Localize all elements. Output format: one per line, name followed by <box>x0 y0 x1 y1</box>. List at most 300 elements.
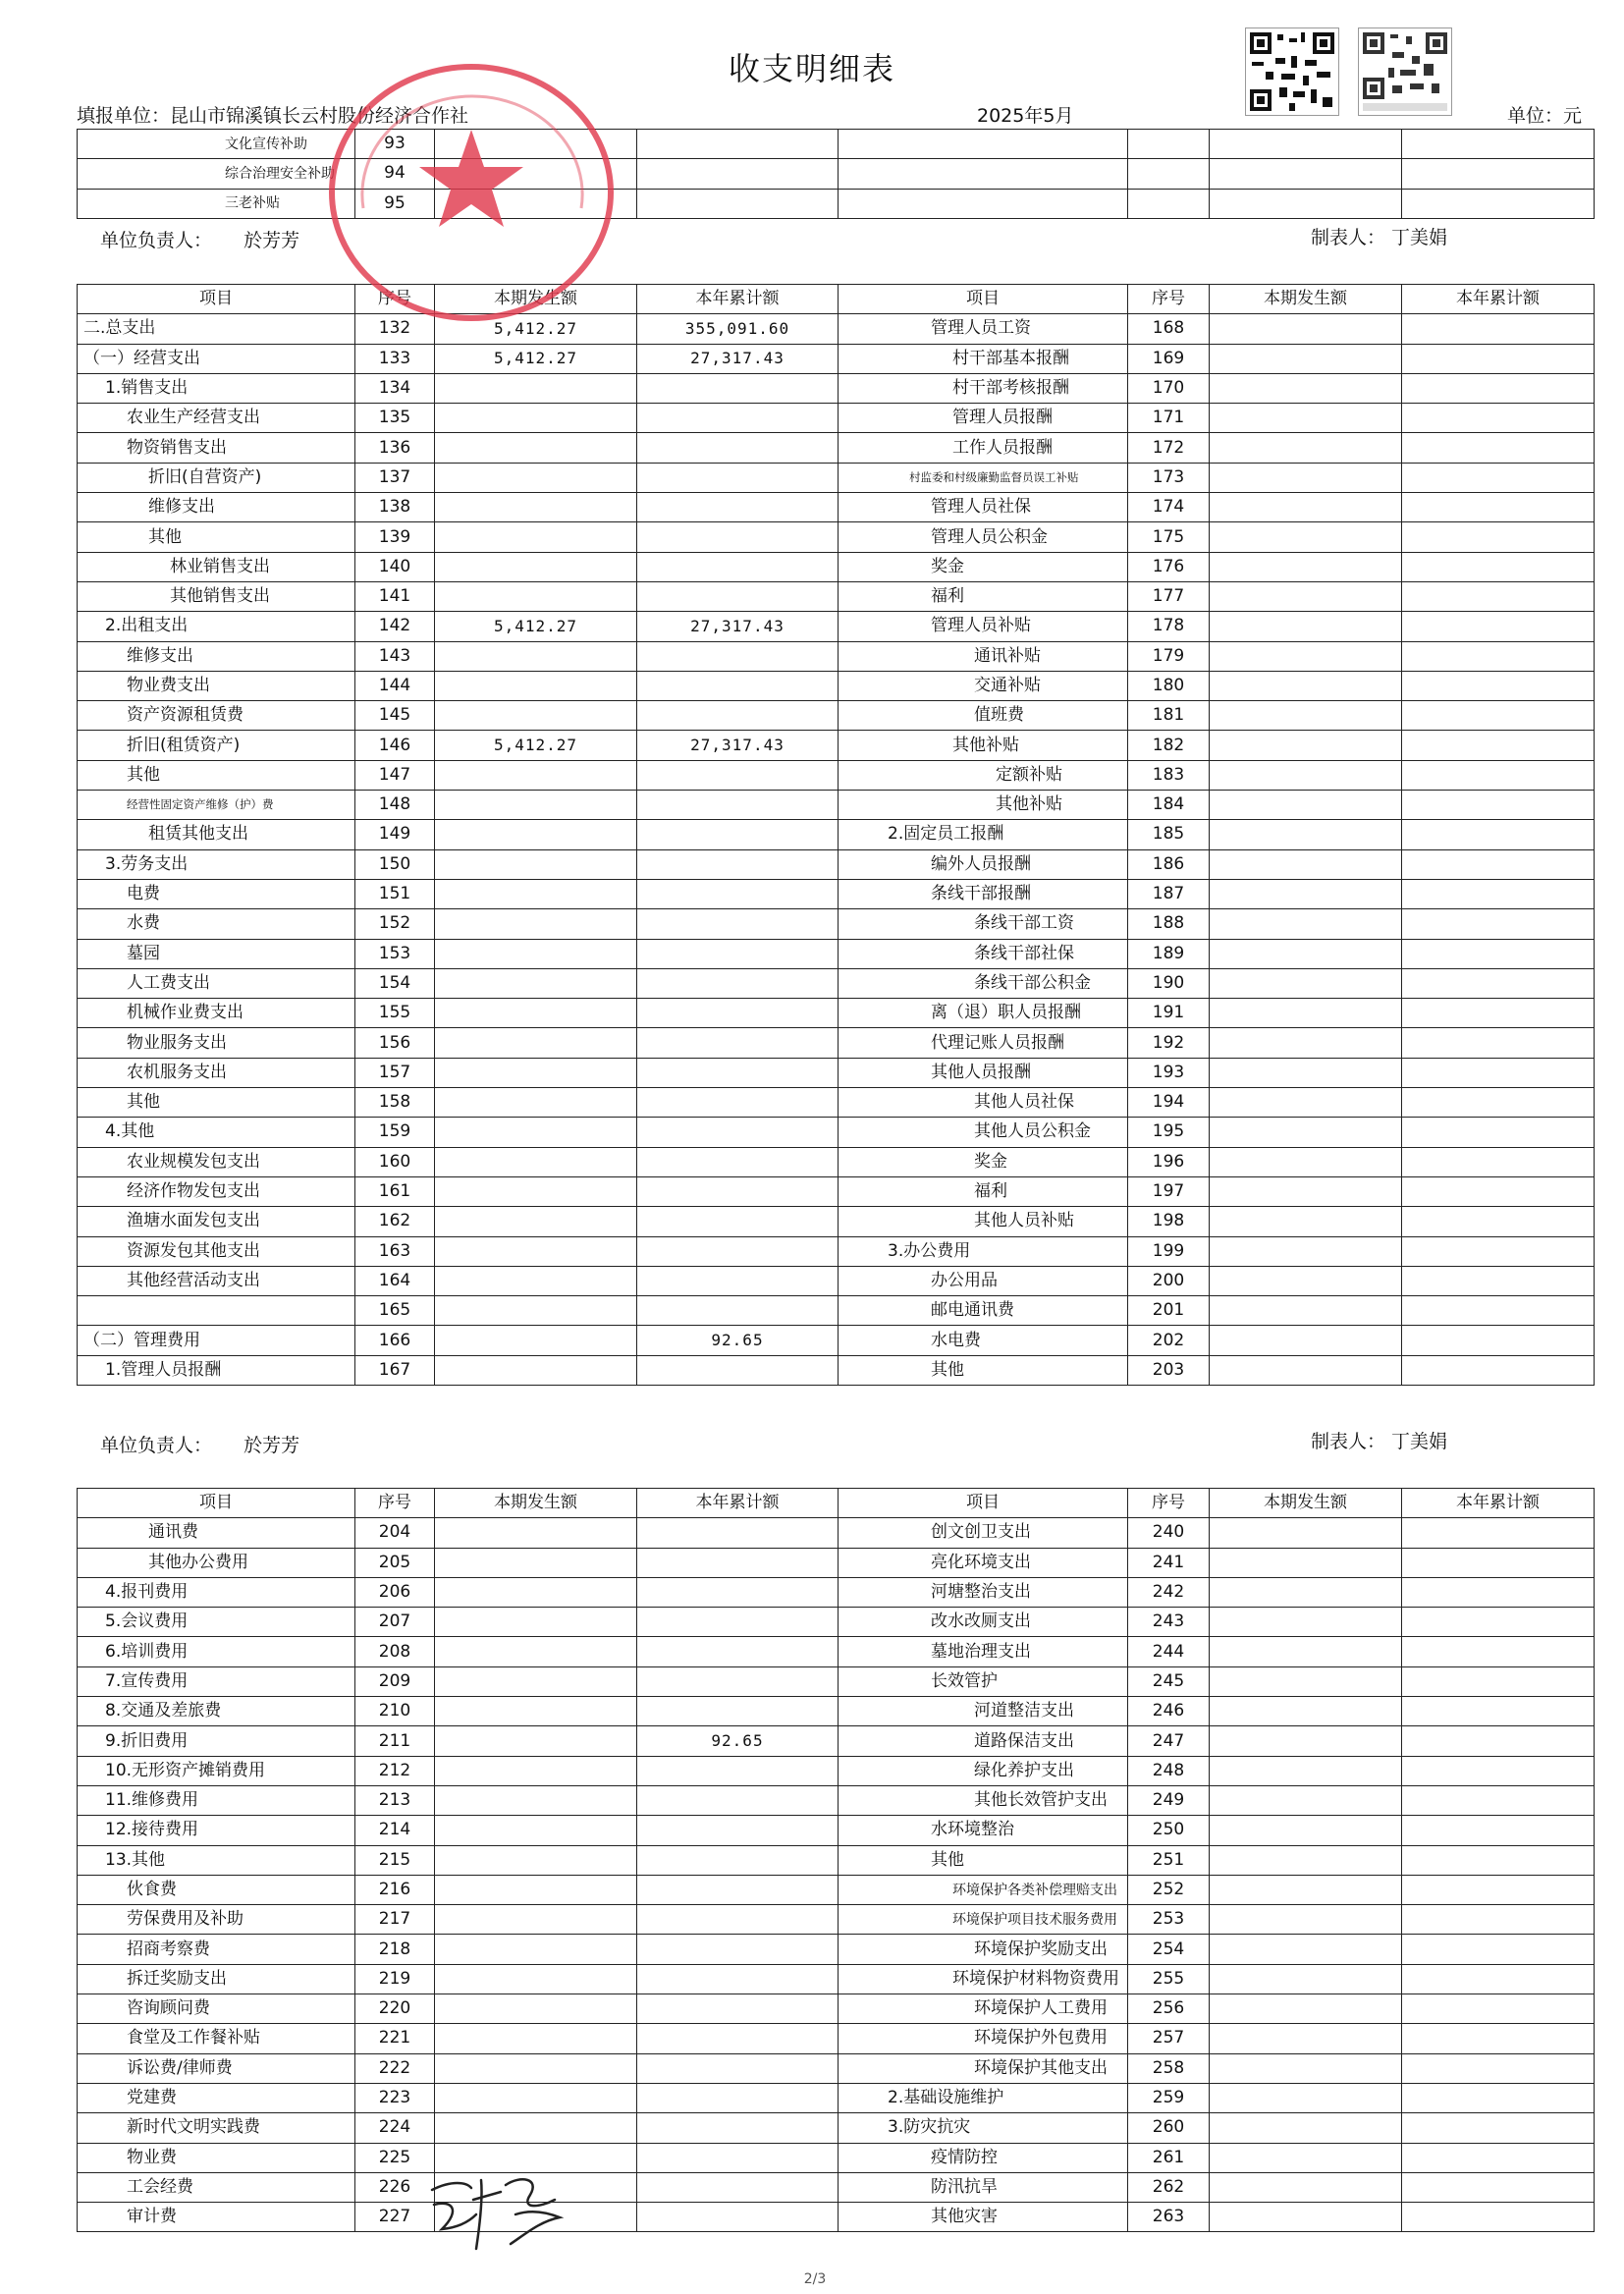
current-amount <box>1210 522 1402 552</box>
ytd-amount <box>1402 581 1595 611</box>
item-name: 其他 <box>839 1845 1128 1875</box>
column-header: 本年累计额 <box>637 1489 839 1518</box>
ytd-amount <box>1402 1207 1595 1236</box>
current-amount <box>1210 2113 1402 2143</box>
qr-code-icon <box>1245 27 1339 116</box>
table-row <box>78 2172 1595 2202</box>
item-name: 环境保护材料物资费用 <box>839 1964 1128 1994</box>
current-amount <box>1210 849 1402 879</box>
item-seq: 148 <box>355 791 435 820</box>
item-name: 折旧(租赁资产) <box>78 731 355 760</box>
item-seq: 151 <box>355 879 435 908</box>
item-name: 维修支出 <box>78 493 355 522</box>
table-row <box>78 552 1595 581</box>
item-name: 墓地治理支出 <box>839 1637 1128 1666</box>
qr-code-icon <box>1358 27 1452 116</box>
item-seq: 215 <box>355 1845 435 1875</box>
current-amount <box>1210 463 1402 492</box>
item-seq: 165 <box>355 1296 435 1326</box>
item-seq: 244 <box>1128 1637 1210 1666</box>
ytd-amount <box>1402 344 1595 373</box>
item-name: 3.劳务支出 <box>78 849 355 879</box>
item-name: 电费 <box>78 879 355 908</box>
ytd-amount <box>637 879 839 908</box>
item-seq: 263 <box>1128 2203 1210 2232</box>
table-row <box>78 1058 1595 1087</box>
table-row <box>78 612 1595 641</box>
ytd-amount <box>637 493 839 522</box>
item-name: 河塘整治支出 <box>839 1577 1128 1607</box>
ytd-amount <box>1402 1548 1595 1577</box>
table-row <box>78 1548 1595 1577</box>
current-amount <box>435 968 637 998</box>
ytd-amount <box>637 1875 839 1904</box>
ytd-amount <box>1402 849 1595 879</box>
current-amount <box>435 879 637 908</box>
current-amount <box>1210 1935 1402 1964</box>
current-amount <box>1210 760 1402 790</box>
current-amount <box>1210 2083 1402 2112</box>
item-seq: 219 <box>355 1964 435 1994</box>
table-row <box>78 1994 1595 2024</box>
current-amount <box>1210 2203 1402 2232</box>
item-name: 疫情防控 <box>839 2143 1128 2172</box>
ytd-amount <box>1402 760 1595 790</box>
item-seq: 192 <box>1128 1028 1210 1058</box>
item-seq: 191 <box>1128 999 1210 1028</box>
item-seq: 256 <box>1128 1994 1210 2024</box>
item-name: 物业费 <box>78 2143 355 2172</box>
column-header: 项目 <box>78 285 355 314</box>
table-row <box>78 1118 1595 1147</box>
ytd-amount <box>1402 1637 1595 1666</box>
item-name: 机械作业费支出 <box>78 999 355 1028</box>
table-row <box>78 731 1595 760</box>
current-amount <box>435 671 637 700</box>
table-row <box>78 2053 1595 2083</box>
item-name: 其他 <box>78 1088 355 1118</box>
item-name: 福利 <box>839 581 1128 611</box>
item-name: 9.折旧费用 <box>78 1726 355 1756</box>
item-name: 3.办公费用 <box>839 1236 1128 1266</box>
item-seq: 180 <box>1128 671 1210 700</box>
current-amount <box>435 493 637 522</box>
leader-name: 於芳芳 <box>244 230 300 251</box>
table-row <box>78 1608 1595 1637</box>
ytd-amount <box>637 1266 839 1295</box>
page-title: 收支明细表 <box>728 50 895 87</box>
current-amount <box>1210 1697 1402 1726</box>
item-name: 1.管理人员报酬 <box>78 1355 355 1385</box>
current-amount <box>435 1994 637 2024</box>
item-name: 创文创卫支出 <box>839 1518 1128 1548</box>
item-name: 农业规模发包支出 <box>78 1147 355 1176</box>
current-amount <box>435 1176 637 1206</box>
item-name: 拆迁奖励支出 <box>78 1964 355 1994</box>
table-row <box>78 581 1595 611</box>
ytd-amount <box>637 999 839 1028</box>
ytd-amount <box>1402 404 1595 433</box>
current-amount <box>1210 1266 1402 1295</box>
current-amount <box>1210 2143 1402 2172</box>
item-seq: 188 <box>1128 909 1210 939</box>
ytd-amount <box>637 1666 839 1696</box>
item-seq: 198 <box>1128 1207 1210 1236</box>
ytd-amount <box>637 641 839 671</box>
current-amount <box>1210 1577 1402 1607</box>
item-seq: 160 <box>355 1147 435 1176</box>
item-seq: 181 <box>1128 701 1210 731</box>
item-seq: 93 <box>355 130 435 159</box>
table-header-row <box>78 1489 1595 1518</box>
ytd-amount <box>1402 1058 1595 1087</box>
item-name: 管理人员社保 <box>839 493 1128 522</box>
item-seq: 184 <box>1128 791 1210 820</box>
ytd-amount <box>637 2113 839 2143</box>
page-number: 2/3 <box>803 2271 827 2287</box>
ytd-amount <box>637 701 839 731</box>
current-amount <box>1210 1756 1402 1785</box>
item-name: 环境保护人工费用 <box>839 1994 1128 2024</box>
item-name: 林业销售支出 <box>78 552 355 581</box>
item-name: 2.基础设施维护 <box>839 2083 1128 2112</box>
item-seq: 133 <box>355 344 435 373</box>
column-header: 本年累计额 <box>1402 1489 1595 1518</box>
item-seq: 169 <box>1128 344 1210 373</box>
ytd-amount <box>1402 1326 1595 1355</box>
column-header: 本期发生额 <box>435 1489 637 1518</box>
item-seq: 145 <box>355 701 435 731</box>
ytd-amount <box>1402 671 1595 700</box>
ytd-amount <box>637 1697 839 1726</box>
current-amount <box>1210 1964 1402 1994</box>
item-seq: 186 <box>1128 849 1210 879</box>
table-row <box>78 1637 1595 1666</box>
maker-name: 丁美娟 <box>1391 227 1448 248</box>
item-seq: 158 <box>355 1088 435 1118</box>
item-name: 环境保护各类补偿理赔支出 <box>839 1875 1128 1904</box>
unit-label: 填报单位： <box>77 105 171 127</box>
table-row <box>78 159 1595 189</box>
current-amount <box>435 2172 637 2202</box>
table-row <box>78 1756 1595 1785</box>
item-seq: 182 <box>1128 731 1210 760</box>
item-seq: 251 <box>1128 1845 1210 1875</box>
current-amount: 5,412.27 <box>435 612 637 641</box>
column-header: 本年累计额 <box>637 285 839 314</box>
current-amount <box>435 1236 637 1266</box>
item-seq: 226 <box>355 2172 435 2202</box>
column-header: 序号 <box>1128 1489 1210 1518</box>
ytd-amount <box>1402 552 1595 581</box>
item-seq: 153 <box>355 939 435 968</box>
item-name: 资源发包其他支出 <box>78 1236 355 1266</box>
table-row <box>78 373 1595 403</box>
current-amount <box>1210 612 1402 641</box>
table-row <box>78 1296 1595 1326</box>
item-seq: 94 <box>355 159 435 189</box>
table-row <box>78 1964 1595 1994</box>
item-seq: 176 <box>1128 552 1210 581</box>
column-header: 项目 <box>839 285 1128 314</box>
current-amount <box>1210 820 1402 849</box>
item-seq: 200 <box>1128 1266 1210 1295</box>
item-seq: 214 <box>355 1816 435 1845</box>
ytd-amount <box>1402 612 1595 641</box>
current-amount <box>1210 1785 1402 1815</box>
item-name: 2.固定员工报酬 <box>839 820 1128 849</box>
item-name: 工会经费 <box>78 2172 355 2202</box>
current-amount <box>435 1666 637 1696</box>
item-name: 墓园 <box>78 939 355 968</box>
ytd-amount <box>1402 1608 1595 1637</box>
item-name: 租赁其他支出 <box>78 820 355 849</box>
table-row <box>78 968 1595 998</box>
item-name: 综合治理安全补助 <box>78 159 355 189</box>
ytd-amount <box>637 2172 839 2202</box>
item-name: 绿化养护支出 <box>839 1756 1128 1785</box>
table-row <box>78 641 1595 671</box>
item-seq: 172 <box>1128 433 1210 463</box>
current-amount <box>435 2143 637 2172</box>
ytd-amount <box>637 1355 839 1385</box>
table-row <box>78 2113 1595 2143</box>
item-seq: 137 <box>355 463 435 492</box>
item-name: 环境保护项目技术服务费用 <box>839 1905 1128 1935</box>
table-header-row <box>78 285 1595 314</box>
empty-cell <box>1210 130 1402 159</box>
current-amount <box>435 1785 637 1815</box>
item-name: 资产资源租赁费 <box>78 701 355 731</box>
column-header: 本期发生额 <box>435 285 637 314</box>
expense-table-1 <box>77 284 1595 1386</box>
item-seq: 142 <box>355 612 435 641</box>
table-row <box>78 1726 1595 1756</box>
ytd-amount <box>637 1118 839 1147</box>
ytd-amount <box>637 909 839 939</box>
item-seq: 135 <box>355 404 435 433</box>
current-amount <box>435 1028 637 1058</box>
item-name: （一）经营支出 <box>78 344 355 373</box>
ytd-amount <box>1402 879 1595 908</box>
column-header: 项目 <box>839 1489 1128 1518</box>
ytd-amount <box>637 1935 839 1964</box>
item-name: 11.维修费用 <box>78 1785 355 1815</box>
current-amount <box>1210 2053 1402 2083</box>
item-name: 管理人员补贴 <box>839 612 1128 641</box>
column-header: 本期发生额 <box>1210 285 1402 314</box>
item-name: 三老补贴 <box>78 189 355 218</box>
ytd-amount <box>1402 820 1595 849</box>
table-row <box>78 1028 1595 1058</box>
item-name: 邮电通讯费 <box>839 1296 1128 1326</box>
item-name: 水环境整治 <box>839 1816 1128 1845</box>
current-amount <box>1210 909 1402 939</box>
item-seq: 152 <box>355 909 435 939</box>
table-row <box>78 1845 1595 1875</box>
item-seq: 196 <box>1128 1147 1210 1176</box>
ytd-amount <box>637 2083 839 2112</box>
table-row <box>78 463 1595 492</box>
ytd-amount <box>1402 1147 1595 1176</box>
current-amount <box>435 1058 637 1087</box>
ytd-amount <box>637 1905 839 1935</box>
item-seq: 156 <box>355 1028 435 1058</box>
item-name: 村干部考核报酬 <box>839 373 1128 403</box>
ytd-amount <box>1402 1994 1595 2024</box>
item-seq: 159 <box>355 1118 435 1147</box>
ytd-amount <box>1402 731 1595 760</box>
item-seq: 201 <box>1128 1296 1210 1326</box>
ytd-amount <box>637 760 839 790</box>
ytd-amount <box>1402 373 1595 403</box>
current-amount <box>1210 1207 1402 1236</box>
item-name: 食堂及工作餐补贴 <box>78 2024 355 2053</box>
item-seq: 150 <box>355 849 435 879</box>
item-name: 10.无形资产摊销费用 <box>78 1756 355 1785</box>
ytd-amount <box>637 1296 839 1326</box>
item-name: 奖金 <box>839 1147 1128 1176</box>
table-row <box>78 314 1595 344</box>
current-amount <box>435 1088 637 1118</box>
current-amount <box>435 2113 637 2143</box>
ytd-amount <box>637 522 839 552</box>
table-row <box>78 2024 1595 2053</box>
current-amount <box>1210 701 1402 731</box>
current-amount <box>435 701 637 731</box>
item-name: 其他 <box>78 522 355 552</box>
item-seq: 208 <box>355 1637 435 1666</box>
ytd-amount <box>1402 1785 1595 1815</box>
item-seq: 255 <box>1128 1964 1210 1994</box>
item-seq: 187 <box>1128 879 1210 908</box>
ytd-amount <box>1402 2024 1595 2053</box>
item-seq: 258 <box>1128 2053 1210 2083</box>
item-seq: 195 <box>1128 1118 1210 1147</box>
table-row <box>78 522 1595 552</box>
item-name: 农机服务支出 <box>78 1058 355 1087</box>
current-amount <box>1210 731 1402 760</box>
ytd-amount <box>1402 1028 1595 1058</box>
ytd-amount <box>1402 701 1595 731</box>
item-seq: 250 <box>1128 1816 1210 1845</box>
leader-label: 单位负责人： <box>100 1435 213 1456</box>
item-seq: 248 <box>1128 1756 1210 1785</box>
ytd-amount <box>637 1608 839 1637</box>
ytd-amount <box>637 1176 839 1206</box>
current-amount <box>1210 2024 1402 2053</box>
ytd-amount <box>1402 909 1595 939</box>
item-name: 农业生产经营支出 <box>78 404 355 433</box>
table-row <box>78 1355 1595 1385</box>
item-seq: 246 <box>1128 1697 1210 1726</box>
ytd-amount <box>1402 1845 1595 1875</box>
ytd-amount: 27,317.43 <box>637 612 839 641</box>
item-name: 招商考察费 <box>78 1935 355 1964</box>
item-seq: 240 <box>1128 1518 1210 1548</box>
item-name: 其他灾害 <box>839 2203 1128 2232</box>
ytd-amount <box>1402 968 1595 998</box>
table-row <box>78 1088 1595 1118</box>
item-name: 通讯费 <box>78 1518 355 1548</box>
item-seq: 212 <box>355 1756 435 1785</box>
item-name: 其他办公费用 <box>78 1548 355 1577</box>
item-name: 条线干部报酬 <box>839 879 1128 908</box>
current-amount <box>435 581 637 611</box>
item-seq: 144 <box>355 671 435 700</box>
current-amount <box>1210 1518 1402 1548</box>
ytd-amount <box>637 1518 839 1548</box>
table-row <box>78 1935 1595 1964</box>
ytd-amount <box>1402 1875 1595 1904</box>
ytd-amount <box>1402 1697 1595 1726</box>
current-amount <box>1210 1637 1402 1666</box>
item-seq: 211 <box>355 1726 435 1756</box>
item-name: 亮化环境支出 <box>839 1548 1128 1577</box>
current-amount <box>435 404 637 433</box>
item-name: 环境保护其他支出 <box>839 2053 1128 2083</box>
table-row <box>78 1697 1595 1726</box>
item-name: 渔塘水面发包支出 <box>78 1207 355 1236</box>
ytd-amount <box>637 1088 839 1118</box>
item-name <box>78 1296 355 1326</box>
current-amount <box>1210 1875 1402 1904</box>
item-seq: 259 <box>1128 2083 1210 2112</box>
item-seq: 227 <box>355 2203 435 2232</box>
current-amount <box>435 999 637 1028</box>
empty-cell <box>637 130 839 159</box>
ytd-amount <box>637 1756 839 1785</box>
item-name: 伙食费 <box>78 1875 355 1904</box>
ytd-amount <box>637 1207 839 1236</box>
item-seq: 241 <box>1128 1548 1210 1577</box>
current-amount <box>435 1756 637 1785</box>
ytd-amount <box>637 849 839 879</box>
item-name: 水费 <box>78 909 355 939</box>
item-name: 其他人员报酬 <box>839 1058 1128 1087</box>
current-amount <box>435 1726 637 1756</box>
current-amount <box>435 939 637 968</box>
column-header: 本年累计额 <box>1402 285 1595 314</box>
current-amount <box>1210 1608 1402 1637</box>
current-amount <box>1210 1236 1402 1266</box>
ytd-amount <box>637 581 839 611</box>
ytd-amount <box>1402 2143 1595 2172</box>
table-row <box>78 2203 1595 2232</box>
current-amount <box>1210 1296 1402 1326</box>
ytd-amount: 355,091.60 <box>637 314 839 344</box>
ytd-amount <box>637 1577 839 1607</box>
current-amount <box>435 909 637 939</box>
ytd-amount <box>1402 2113 1595 2143</box>
item-name: 咨询顾问费 <box>78 1994 355 2024</box>
current-amount <box>435 641 637 671</box>
item-name: 定额补贴 <box>839 760 1128 790</box>
current-amount <box>435 849 637 879</box>
ytd-amount <box>1402 1577 1595 1607</box>
item-name: 长效管护 <box>839 1666 1128 1696</box>
ytd-amount <box>637 2024 839 2053</box>
item-name: 新时代文明实践费 <box>78 2113 355 2143</box>
ytd-amount <box>637 1994 839 2024</box>
current-amount <box>435 2053 637 2083</box>
item-name: 物业服务支出 <box>78 1028 355 1058</box>
item-seq: 173 <box>1128 463 1210 492</box>
table-row <box>78 433 1595 463</box>
current-amount <box>435 1207 637 1236</box>
unit-name: 昆山市锦溪镇长云村股份经济合作社 <box>170 105 469 127</box>
ytd-amount <box>1402 463 1595 492</box>
